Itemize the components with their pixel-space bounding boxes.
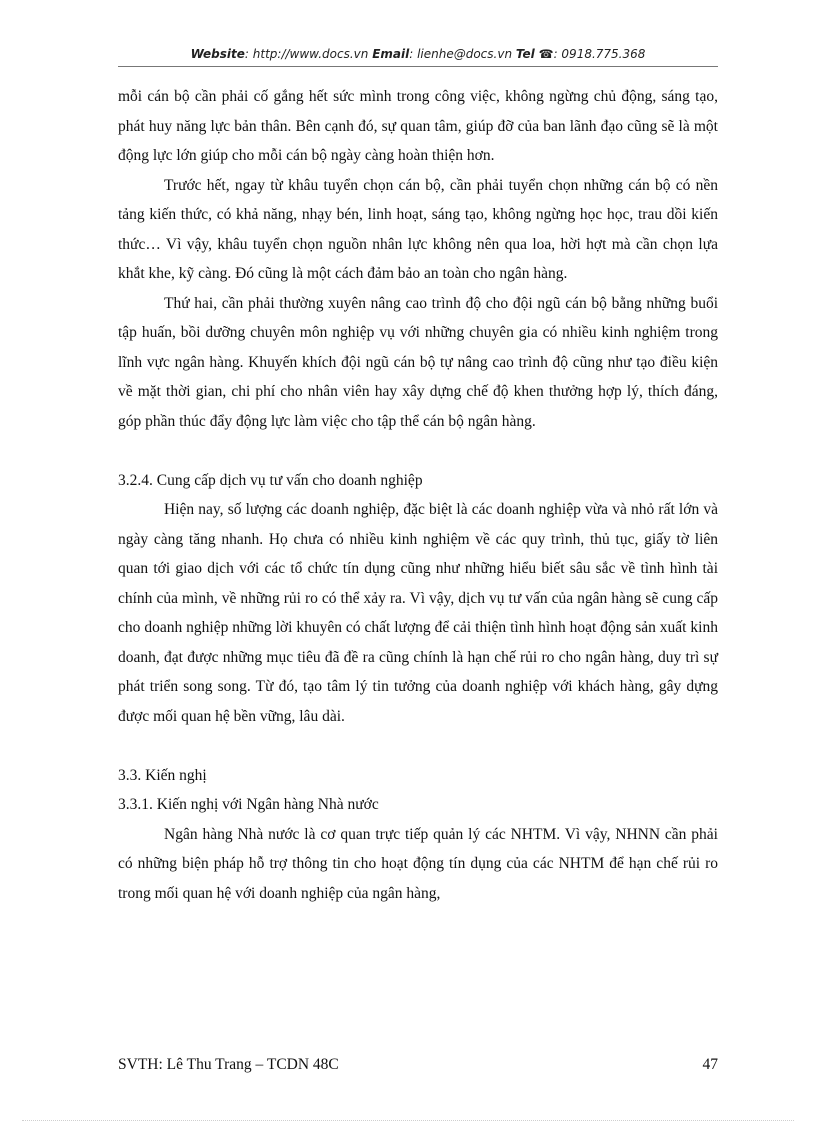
section-heading: 3.2.4. Cung cấp dịch vụ tư vấn cho doanh nghiệp xyxy=(118,471,423,489)
tel-value: : 0918.775.368 xyxy=(553,47,646,61)
page-header xyxy=(118,47,718,61)
spacer xyxy=(118,436,718,466)
paragraph: Thứ hai, cần phải thường xuyên nâng cao trình độ cho đội ngũ cán bộ bằng những buổi tập huấn, bồi dưỡng chuyên môn nghiệp vụ với những chuyên gia có nhiều kinh nghiệm trong lĩnh vực ngân hàng. Khuyến khích đội ngũ cán bộ tự nâng cao trình độ cũng như tạo điều kiện về mặt thời gian, chi phí cho nhân viên hay xây dựng chế độ khen thưởng hợp lý, thích đáng, góp phần thúc đẩy động lực làm việc cho tập thể cán bộ ngân hàng. xyxy=(118,294,718,430)
paragraph: Trước hết, ngay từ khâu tuyển chọn cán bộ, cần phải tuyển chọn những cán bộ có nền tảng kiến thức, có khả năng, nhạy bén, linh hoạt, sáng tạo, không ngừng học học, trau dồi kiến thức… Vì vậy, khâu tuyển chọn nguồn nhân lực không nên qua loa, hời hợt mà cần chọn lựa khắt khe, kỹ càng. Đó cũng là một cách đảm bảo an toàn cho ngân hàng. xyxy=(118,176,718,282)
page-footer xyxy=(118,1056,718,1074)
paragraph: Ngân hàng Nhà nước là cơ quan trực tiếp quản lý các NHTM. Vì vậy, NHNN cần phải có những biện pháp hỗ trợ thông tin cho hoạt động tín dụng của các NHTM để hạn chế rủi ro trong mối quan hệ với doanh nghiệp của ngân hàng, xyxy=(118,825,718,902)
website-label: Website xyxy=(190,47,245,61)
page-number: 47 xyxy=(702,1056,718,1073)
page-bottom-border xyxy=(22,1120,794,1121)
section-heading: 3.3.1. Kiến nghị với Ngân hàng Nhà nước xyxy=(118,796,379,813)
paragraph: mỗi cán bộ cần phải cố gắng hết sức mình trong công việc, không ngừng chủ động, sáng tạo, phát huy năng lực bản thân. Bên cạnh đó, sự quan tâm, giúp đỡ của ban lãnh đạo cũng sẽ là một động lực lớn giúp cho mỗi cán bộ ngày càng hoàn thiện hơn. xyxy=(118,88,718,164)
paragraph: Hiện nay, số lượng các doanh nghiệp, đặc biệt là các doanh nghiệp vừa và nhỏ rất lớn và ngày càng tăng nhanh. Họ chưa có nhiều kinh nghiệm về các quy trình, thủ tục, giấy tờ liên quan tới giao dịch với các tổ chức tín dụng cũng như những hiểu biết sâu sắc về tình hình tài chính của mình, về những rủi ro có thể xảy ra. Vì vậy, dịch vụ tư vấn của ngân hàng sẽ cung cấp cho doanh nghiệp những lời khuyên có chất lượng để cải thiện tình hình hoạt động sản xuất kinh doanh, đạt được những mục tiêu đã đề ra cũng chính là hạn chế rủi ro cho ngân hàng, duy trì sự phát triển song song. Từ đó, tạo tâm lý tin tưởng của doanh nghiệp với khách hàng, gây dựng được mối quan hệ bền vững, lâu dài. xyxy=(118,501,718,725)
footer-author: SVTH: Lê Thu Trang – TCDN 48C xyxy=(118,1056,339,1073)
email-label: Email xyxy=(372,47,410,61)
website-value: : http://www.docs.vn xyxy=(244,47,369,61)
phone-icon: ☎ xyxy=(538,47,554,61)
email-value: : lienhe@docs.vn xyxy=(409,47,513,61)
header-divider xyxy=(118,66,718,67)
spacer xyxy=(118,731,718,761)
tel-label: Tel xyxy=(515,47,535,61)
document-body xyxy=(118,82,718,908)
section-heading: 3.3. Kiến nghị xyxy=(118,766,207,784)
